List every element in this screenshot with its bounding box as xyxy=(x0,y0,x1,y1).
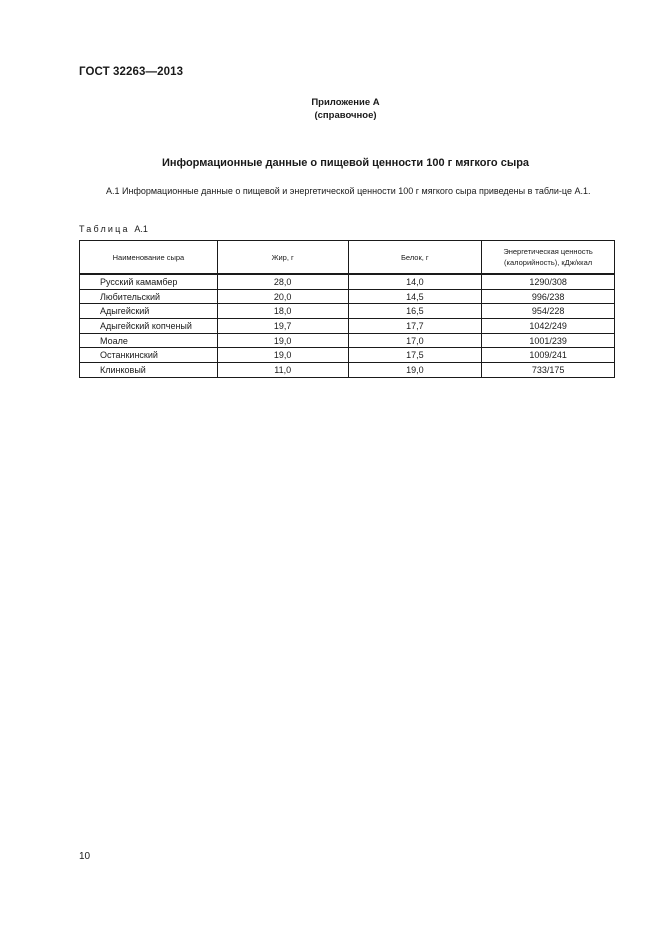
header-protein: Белок, г xyxy=(348,241,482,275)
table-row xyxy=(80,348,615,363)
cell-name: Русский камамбер xyxy=(80,274,218,289)
table-row xyxy=(80,304,615,319)
table-row xyxy=(80,274,615,289)
cell-energy: 733/175 xyxy=(482,363,615,378)
appendix-subtitle: (справочное) xyxy=(314,110,377,121)
header-fat: Жир, г xyxy=(217,241,348,275)
table-caption-label: Таблица xyxy=(79,224,130,234)
header-name: Наименование сыра xyxy=(80,241,218,275)
document-code: ГОСТ 32263—2013 xyxy=(79,66,184,78)
table-row xyxy=(80,319,615,334)
cell-protein: 14,5 xyxy=(348,289,482,304)
cell-energy: 1042/249 xyxy=(482,319,615,334)
cell-fat: 20,0 xyxy=(217,289,348,304)
cell-energy: 954/228 xyxy=(482,304,615,319)
table-caption xyxy=(79,224,148,234)
cell-fat: 19,7 xyxy=(217,319,348,334)
table-header-row xyxy=(80,241,615,275)
cell-name: Останкинский xyxy=(80,348,218,363)
section-heading: Информационные данные о пищевой ценности 100 г мягкого сыра xyxy=(161,157,530,169)
cell-fat: 11,0 xyxy=(217,363,348,378)
appendix-title: Приложение А xyxy=(311,97,380,108)
cell-energy: 1001/239 xyxy=(482,333,615,348)
cell-energy: 1290/308 xyxy=(482,274,615,289)
cell-protein: 17,5 xyxy=(348,348,482,363)
cell-energy: 1009/241 xyxy=(482,348,615,363)
table-caption-number: А.1 xyxy=(134,224,148,234)
cell-fat: 19,0 xyxy=(217,333,348,348)
nutrition-table xyxy=(79,240,615,378)
cell-protein: 17,0 xyxy=(348,333,482,348)
table-row xyxy=(80,289,615,304)
cell-fat: 28,0 xyxy=(217,274,348,289)
cell-name: Клинковый xyxy=(80,363,218,378)
body-paragraph: А.1 Информационные данные о пищевой и энергетической ценности 100 г мягкого сыра приведены в табли-це А.1. xyxy=(106,186,591,196)
table-row xyxy=(80,363,615,378)
cell-energy: 996/238 xyxy=(482,289,615,304)
page-number: 10 xyxy=(79,851,91,862)
cell-name: Любительский xyxy=(80,289,218,304)
cell-protein: 16,5 xyxy=(348,304,482,319)
cell-name: Адыгейский xyxy=(80,304,218,319)
cell-protein: 17,7 xyxy=(348,319,482,334)
header-energy-line1: Энергетическая ценность xyxy=(503,247,593,256)
table-row xyxy=(80,333,615,348)
cell-fat: 18,0 xyxy=(217,304,348,319)
header-energy-line2: (калорийность), кДж/ккал xyxy=(504,258,593,267)
cell-name: Моале xyxy=(80,333,218,348)
cell-protein: 14,0 xyxy=(348,274,482,289)
cell-name: Адыгейский копченый xyxy=(80,319,218,334)
cell-fat: 19,0 xyxy=(217,348,348,363)
cell-protein: 19,0 xyxy=(348,363,482,378)
header-energy xyxy=(482,241,615,275)
appendix-title-block xyxy=(0,96,661,122)
